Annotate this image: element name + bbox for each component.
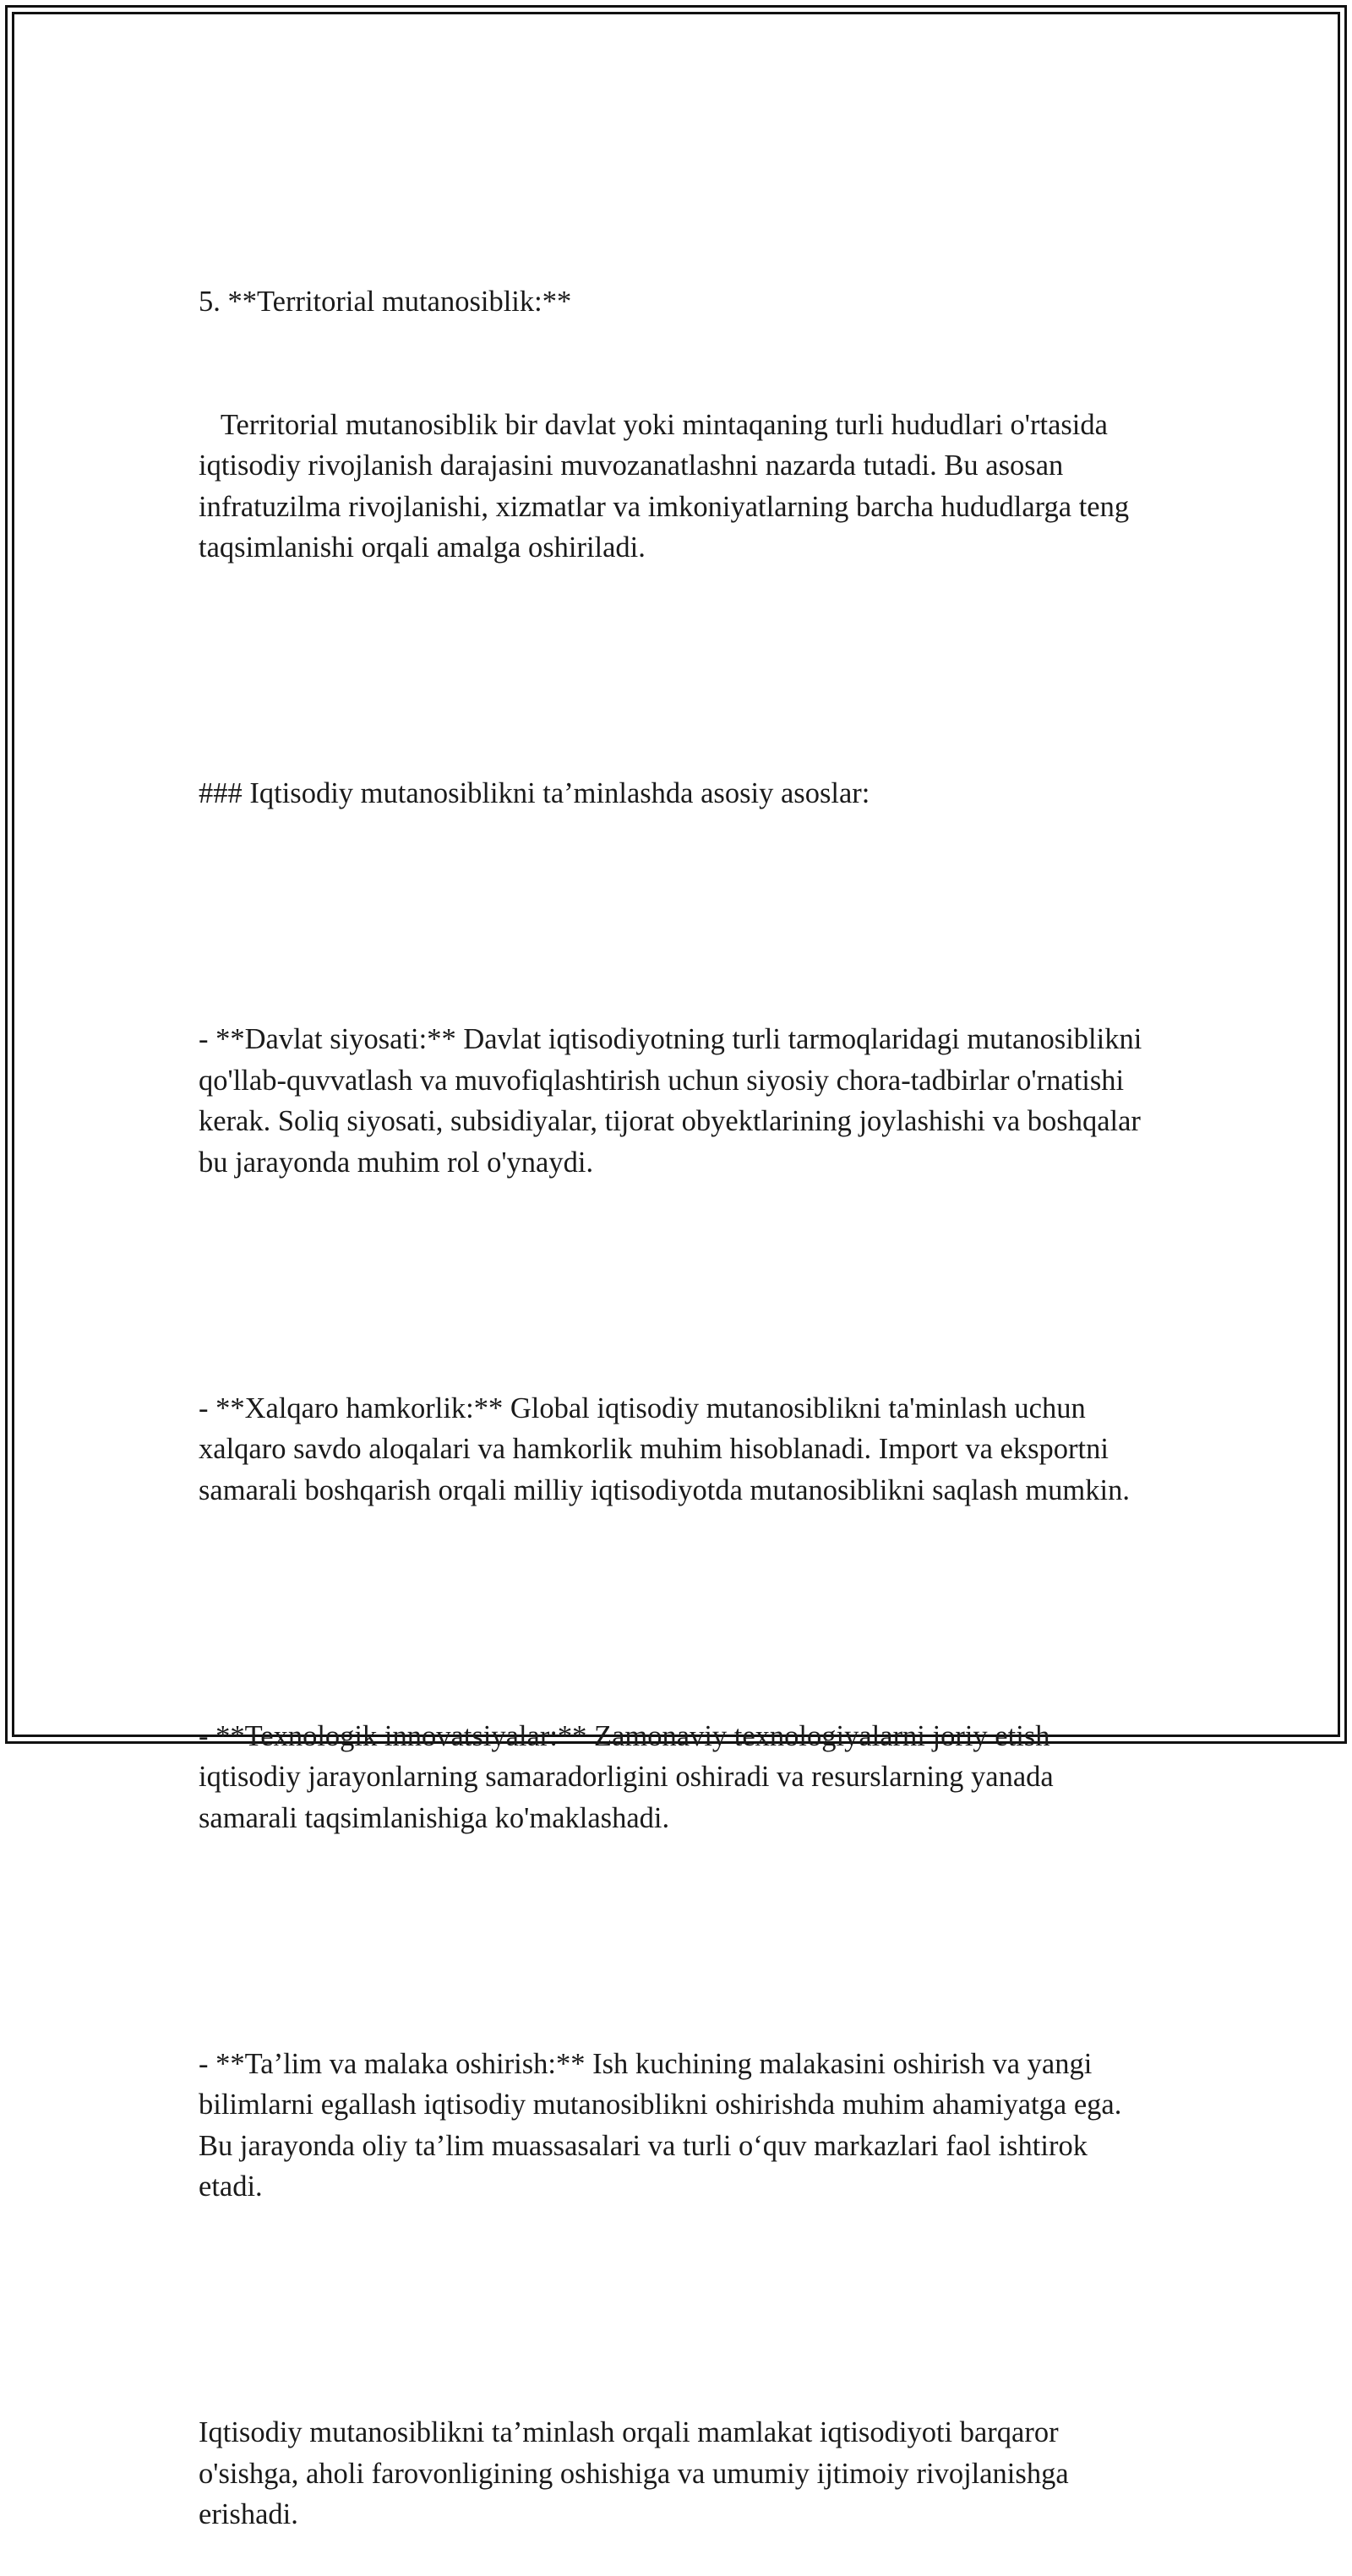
spacer: [199, 651, 1153, 692]
spacer: [199, 1920, 1153, 1962]
spacer: [199, 896, 1153, 938]
spacer: [199, 1265, 1153, 1306]
section-heading: 5. **Territorial mutanosiblik:**: [199, 286, 572, 318]
spacer: [199, 1593, 1153, 1634]
subheading: ### Iqtisodiy mutanosiblikni ta’minlashda asosiy asoslar:: [199, 777, 870, 809]
document-body: [199, 199, 1153, 2576]
bullet-item: - **Texnologik innovatsiyalar:** Zamonaviy texnologiyalarni joriy etish iqtisodiy jarayonlarning samaradorligini oshiradi va resurslarning yanada samarali taqsimlanishiga ko'maklashadi.: [199, 1719, 1061, 1834]
spacer: [199, 2290, 1153, 2331]
bullet-item: - **Xalqaro hamkorlik:** Global iqtisodiy mutanosiblikni ta'minlash uchun xalqaro savdo aloqalari va hamkorlik muhim hisoblanadi. Import va eksportni samarali boshqarish orqali milliy iqtisodiyotda mutanosiblikni saqlash mumkin.: [199, 1391, 1130, 1506]
bullet-item: - **Davlat siyosati:** Davlat iqtisodiyotning turli tarmoqlaridagi mutanosiblikni qo'llab-quvvatlash va muvofiqlashtirish uchun siyosiy chora-tadbirlar o'rnatishi kerak. Soliq siyosati, subsidiyalar, tijorat obyektlarining joylashishi va boshqalar bu jarayonda muhim rol o'ynaydi.: [199, 1023, 1149, 1179]
section-paragraph: Territorial mutanosiblik bir davlat yoki mintaqaning turli hududlari o'rtasida iqtisodiy rivojlanish darajasini muvozanatlashni nazarda tutadi. Bu asosan infratuzilma rivojlanishi, xizmatlar va imkoniyatlarning barcha hududlarga teng taqsimlanishi orqali amalga oshiriladi.: [199, 408, 1137, 564]
bullet-item: - **Ta’lim va malaka oshirish:** Ish kuchining malakasini oshirish va yangi bilimlarni egallash iqtisodiy mutanosiblikni oshirishda muhim ahamiyatga ega. Bu jarayonda oliy ta’lim muassasalari va turli o‘quv markazlari faol ishtirok etadi.: [199, 2047, 1129, 2203]
conclusion-paragraph: Iqtisodiy mutanosiblikni ta’minlash orqali mamlakat iqtisodiyoti barqaror o'sishga, aholi farovonligining oshishiga va umumiy ijtimoiy rivojlanishga erishadi.: [199, 2416, 1077, 2530]
